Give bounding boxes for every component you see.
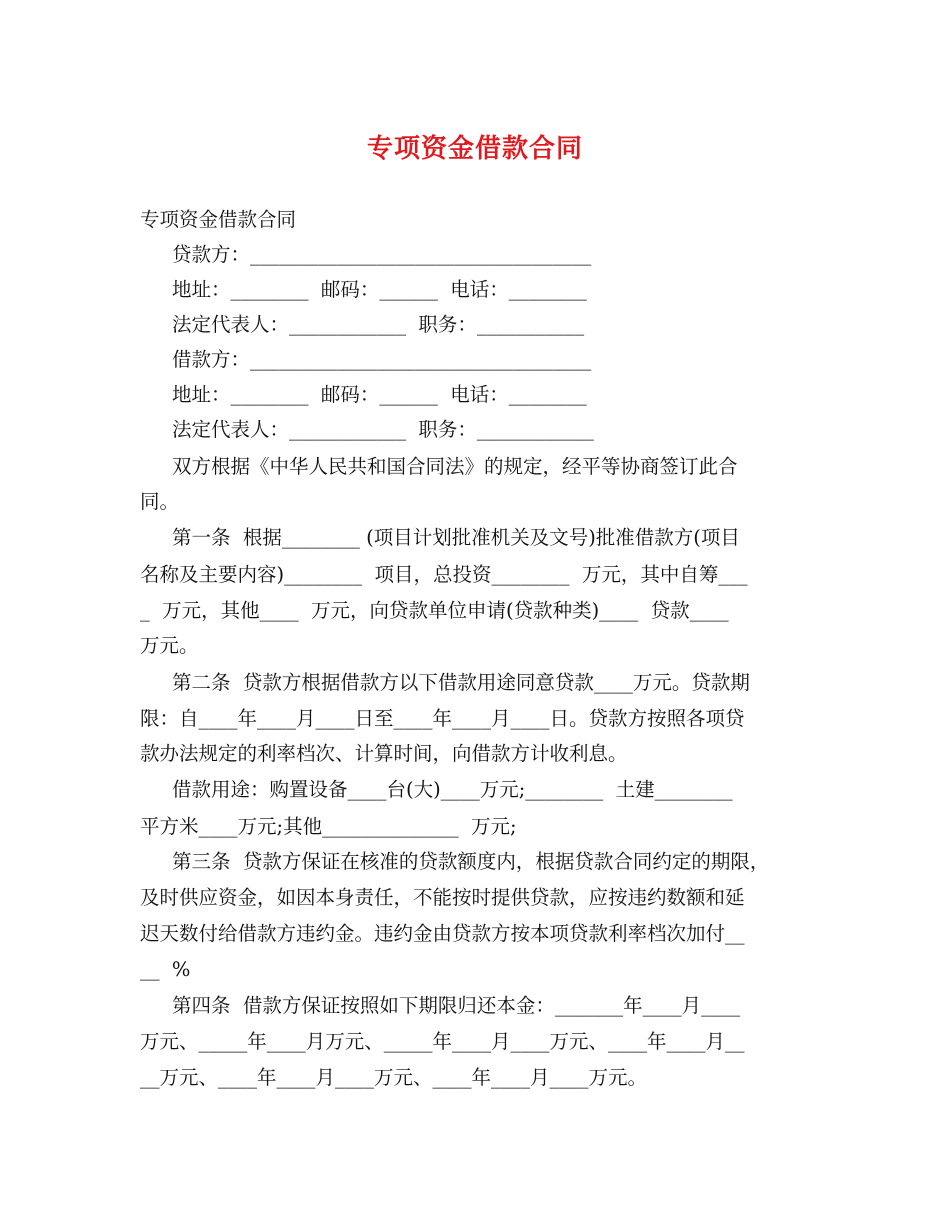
article-1-line: 名称及主要内容)________ 项目，总投资________ 万元，其中自筹___ xyxy=(140,563,748,586)
lender-line: 贷款方：___________________________________ xyxy=(172,243,592,266)
borrower-address-line: 地址：________ 邮码：______ 电话：________ xyxy=(172,383,587,406)
borrower-line: 借款方：___________________________________ xyxy=(172,348,592,371)
article-1-line: 第一条 根据________ (项目计划批准机关及文号)批准借款方(项目 xyxy=(172,526,740,549)
article-4-line: 第四条 借款方保证按照如下期限归还本金：_______年____月____ xyxy=(172,994,741,1017)
article-1-line: _ 万元，其他____ 万元，向贷款单位申请(贷款种类)____ 贷款____ xyxy=(140,599,729,622)
article-1-line: 万元。 xyxy=(140,634,199,657)
preamble-line: 双方根据《中华人民共和国合同法》的规定，经平等协商签订此合 xyxy=(172,455,738,478)
article-2-line: 第二条 贷款方根据借款方以下借款用途同意贷款____万元。贷款期 xyxy=(172,671,750,694)
article-3-line: 第三条 贷款方保证在核准的贷款额度内，根据贷款合同约定的期限， xyxy=(172,850,770,873)
lender-representative-line: 法定代表人：____________ 职务：___________ xyxy=(172,313,585,336)
article-2-line: 款办法规定的利率档次、计算时间，向借款方计收利息。 xyxy=(140,742,628,765)
article-4-line: 万元、_____年____月万元、_____年____月____万元、____年____月__ xyxy=(140,1030,745,1053)
article-3-line: 迟天数付给借款方违约金。违约金由贷款方按本项贷款利率档次加付__ xyxy=(140,922,745,945)
article-2-line: 限：自____年____月____日至____年____月____日。贷款方按照各项贷 xyxy=(140,707,745,730)
document-title: 专项资金借款合同 xyxy=(366,134,583,164)
borrower-representative-line: 法定代表人：____________ 职务：____________ xyxy=(172,418,594,441)
article-4-line: __万元、____年____月____万元、____年____月____万元。 xyxy=(140,1066,648,1089)
lender-address-line: 地址：________ 邮码：______ 电话：________ xyxy=(172,278,587,301)
doc-heading: 专项资金借款合同 xyxy=(140,208,297,231)
loan-purpose-line: 平方米____万元;其他______________ 万元; xyxy=(140,815,517,838)
article-3-line: __ % xyxy=(140,958,191,981)
article-3-line: 及时供应资金，如因本身责任，不能按时提供贷款，应按违约数额和延 xyxy=(140,886,745,909)
preamble-line: 同。 xyxy=(140,490,180,513)
loan-purpose-line: 借款用途：购置设备____台(大)____万元;________ 土建________ xyxy=(172,778,733,801)
